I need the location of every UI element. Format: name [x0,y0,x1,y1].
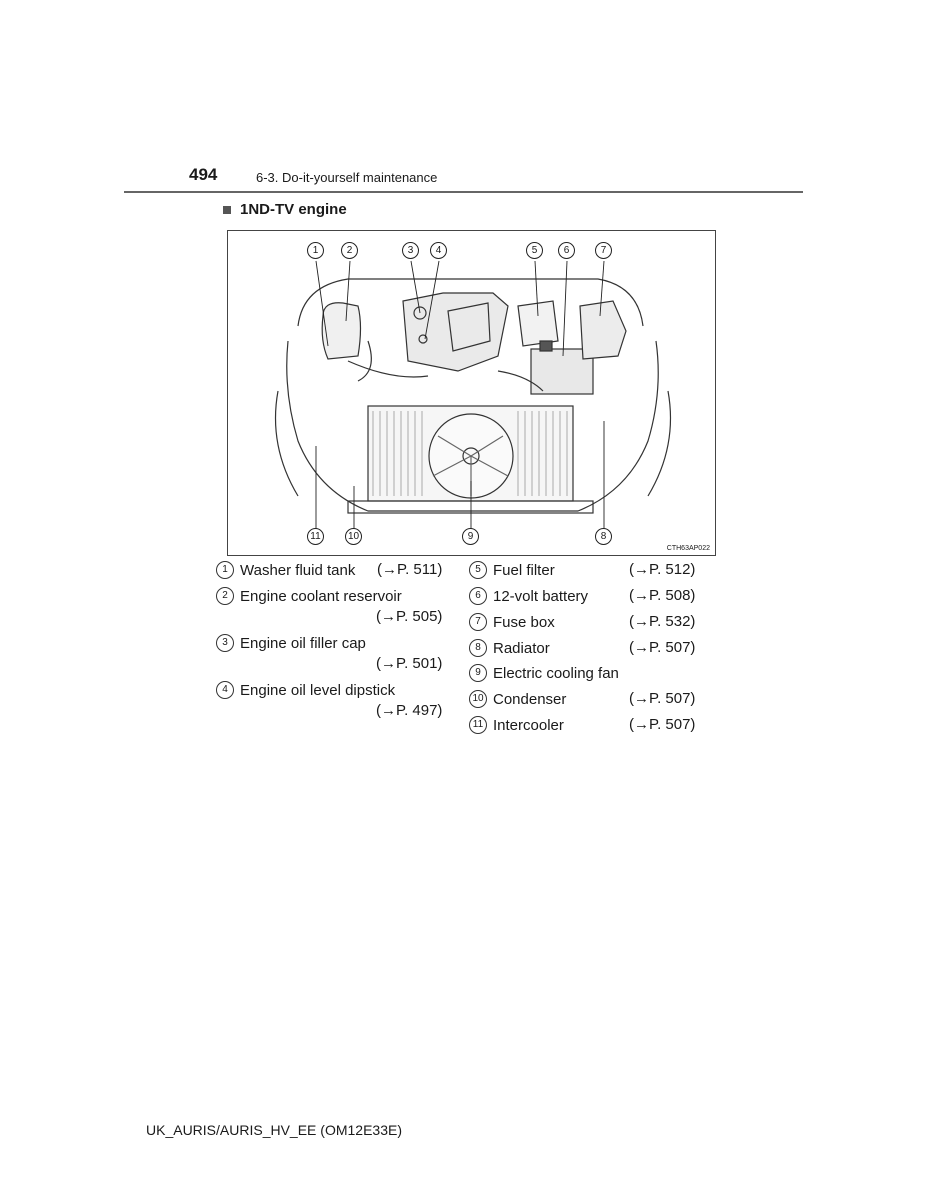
subheading-text: 1ND-TV engine [240,201,347,218]
legend-item-radiator [469,639,550,657]
legend-item-condenser [469,690,566,708]
legend-label: 12-volt battery [493,587,589,605]
page-reference: (→P. 507) [629,639,696,656]
legend-label: Engine oil level dipstick [240,681,396,699]
page-reference: (→P. 497) [376,702,443,719]
legend-item-engine-coolant-reservoir [216,587,402,605]
legend-item-washer-fluid-tank [216,561,355,579]
legend-number: 9 [469,664,487,682]
callout-4: 4 [430,242,447,259]
legend-item-fuse-box [469,613,555,631]
legend-label: Fuse box [493,613,555,631]
callout-9: 9 [462,528,479,545]
legend-label: Radiator [493,639,550,657]
callout-11: 11 [307,528,324,545]
callout-6: 6 [558,242,575,259]
legend-label: Fuel filter [493,561,555,579]
legend-number: 10 [469,690,487,708]
engine-illustration [228,231,716,556]
legend-number: 2 [216,587,234,605]
legend-number: 6 [469,587,487,605]
page-reference: (→P. 501) [376,655,443,672]
legend-item-engine-oil-filler-cap [216,634,366,652]
legend-item-engine-oil-level-dipstick [216,681,395,699]
callout-8: 8 [595,528,612,545]
callout-1: 1 [307,242,324,259]
legend-label: Condenser [493,690,567,708]
legend-number: 7 [469,613,487,631]
legend-number: 1 [216,561,234,579]
page-reference: (→P. 507) [629,716,696,733]
legend-number: 5 [469,561,487,579]
callout-10: 10 [345,528,362,545]
square-bullet-icon [223,206,231,214]
legend-label: Electric cooling fan [493,664,619,682]
section-title: 6-3. Do-it-yourself maintenance [256,170,438,185]
legend-number: 11 [469,716,487,734]
engine-compartment-figure [227,230,716,556]
legend-number: 3 [216,634,234,652]
legend-label: Intercooler [493,716,564,734]
legend-item-electric-cooling-fan [469,664,619,682]
page-reference: (→P. 505) [376,608,443,625]
subheading [223,201,347,218]
page-reference: (→P. 512) [629,561,696,578]
callout-2: 2 [341,242,358,259]
page-reference: (→P. 507) [629,690,696,707]
callout-5: 5 [526,242,543,259]
figure-code: CTH63AP022 [666,545,710,552]
legend-number: 4 [216,681,234,699]
callout-7: 7 [595,242,612,259]
header-divider [124,191,803,193]
page-reference: (→P. 508) [629,587,696,604]
legend-item-intercooler [469,716,564,734]
page-number: 494 [189,165,218,184]
page-reference: (→P. 511) [377,561,443,578]
footer-manual-code: UK_AURIS/AURIS_HV_EE (OM12E33E) [146,1122,402,1138]
legend-label: Engine coolant reservoir [240,587,402,605]
legend-number: 8 [469,639,487,657]
callout-3: 3 [402,242,419,259]
legend-item-fuel-filter [469,561,555,579]
legend-label: Washer fluid tank [240,561,356,579]
legend-item-12-volt-battery [469,587,588,605]
page-reference: (→P. 532) [629,613,696,630]
legend-label: Engine oil filler cap [240,634,366,652]
